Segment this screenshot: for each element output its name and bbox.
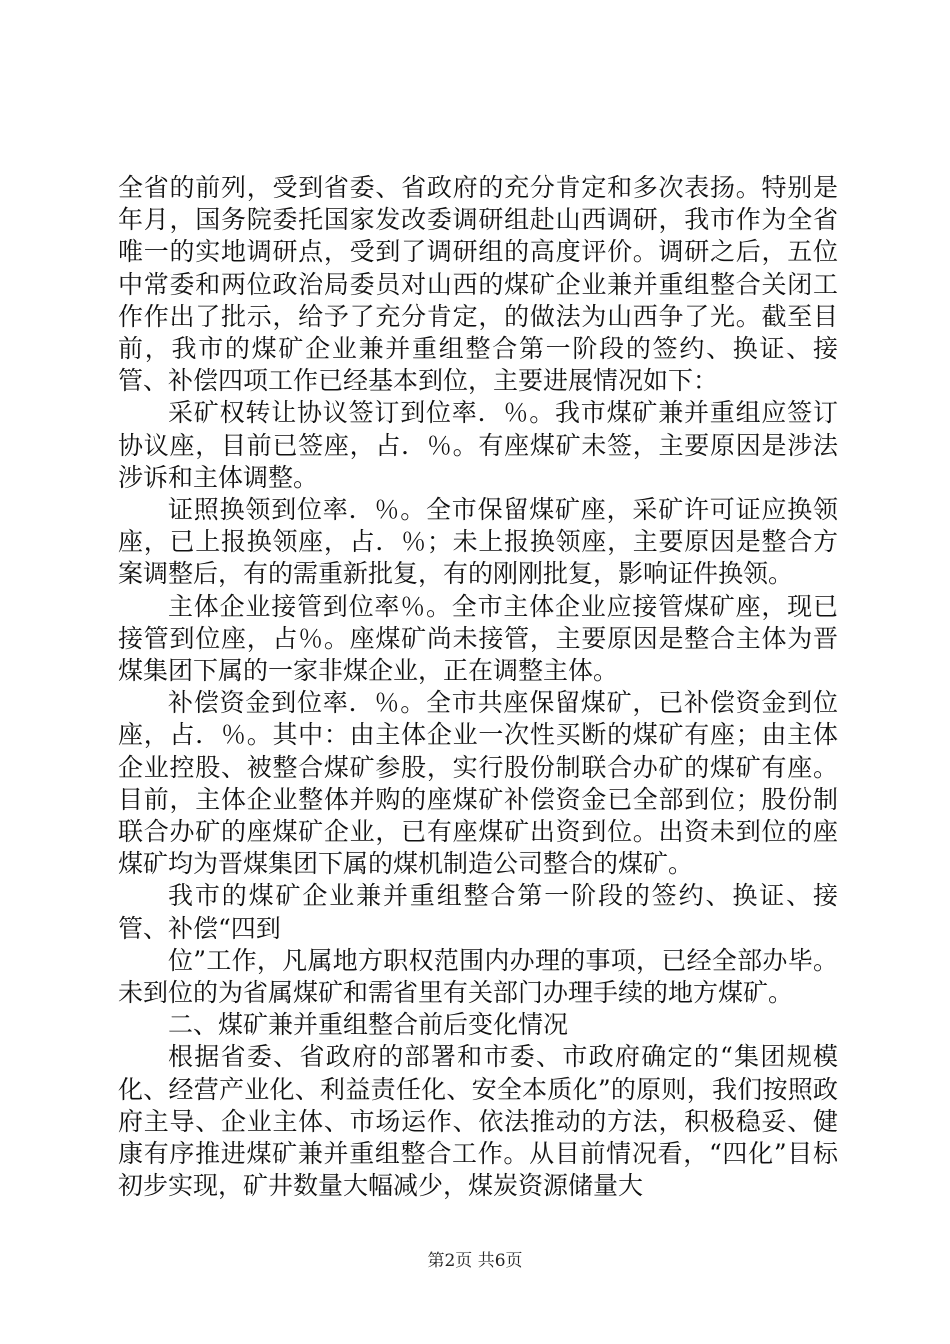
document-body [118, 172, 838, 1203]
paragraph-takeover: 主体企业接管到位率％。全市主体企业应接管煤矿座，现已接管到位座，占％。座煤矿尚未接管，主要原因是整合主体为晋煤集团下属的一家非煤企业，正在调整主体。 [118, 591, 838, 686]
section-heading-2: 二、煤矿兼并重组整合前后变化情况 [168, 1010, 569, 1040]
paragraph-mining-rights: 采矿权转让协议签订到位率．％。我市煤矿兼并重组应签订协议座，目前已签座，占．％。有座煤矿未签，主要原因是涉法涉诉和主体调整。 [118, 398, 838, 492]
page-number-footer: 第2页 共6页 [427, 1251, 523, 1271]
paragraph-changes: 根据省委、省政府的部署和市委、市政府确定的“集团规模化、经营产业化、利益责任化、安全本质化”的原则，我们按照政府主导、企业主体、市场运作、依法推动的方法，积极稳妥、健康有序推进煤矿兼并重组整合工作。从目前情况看，“四化”目标初步实现，矿井数量大幅减少，煤炭资源储量大 [118, 1042, 838, 1201]
paragraph-compensation: 补偿资金到位率．％。全市共座保留煤矿，已补偿资金到位座，占．％。其中：由主体企业一次性买断的煤矿有座；由主体企业控股、被整合煤矿参股，实行股份制联合办矿的煤矿有座。目前，主体企业整体并购的座煤矿补偿资金已全部到位；股份制联合办矿的座煤矿企业，已有座煤矿出资到位。出资未到位的座煤矿均为晋煤集团下属的煤机制造公司整合的煤矿。 [118, 688, 838, 879]
paragraph-four-in-place: 我市的煤矿企业兼并重组整合第一阶段的签约、换证、接管、补偿“四到 [118, 881, 838, 943]
paragraph-license-renewal: 证照换领到位率．％。全市保留煤矿座，采矿许可证应换领座，已上报换领座，占．％；未上报换领座，主要原因是整合方案调整后，有的需重新批复，有的刚刚批复，影响证件换领。 [118, 495, 838, 589]
paragraph-four-in-place-cont: 位”工作，凡属地方职权范围内办理的事项，已经全部办毕。未到位的为省属煤矿和需省里有关部门办理手续的地方煤矿。 [118, 945, 838, 1008]
paragraph-intro: 全省的前列，受到省委、省政府的充分肯定和多次表扬。特别是年月，国务院委托国家发改委调研组赴山西调研，我市作为全省唯一的实地调研点，受到了调研组的高度评价。调研之后，五位中常委和两位政治局委员对山西的煤矿企业兼并重组整合关闭工作作出了批示，给予了充分肯定，的做法为山西争了光。截至目前，我市的煤矿企业兼并重组整合第一阶段的签约、换证、接管、补偿四项工作已经基本到位，主要进展情况如下： [118, 173, 838, 396]
